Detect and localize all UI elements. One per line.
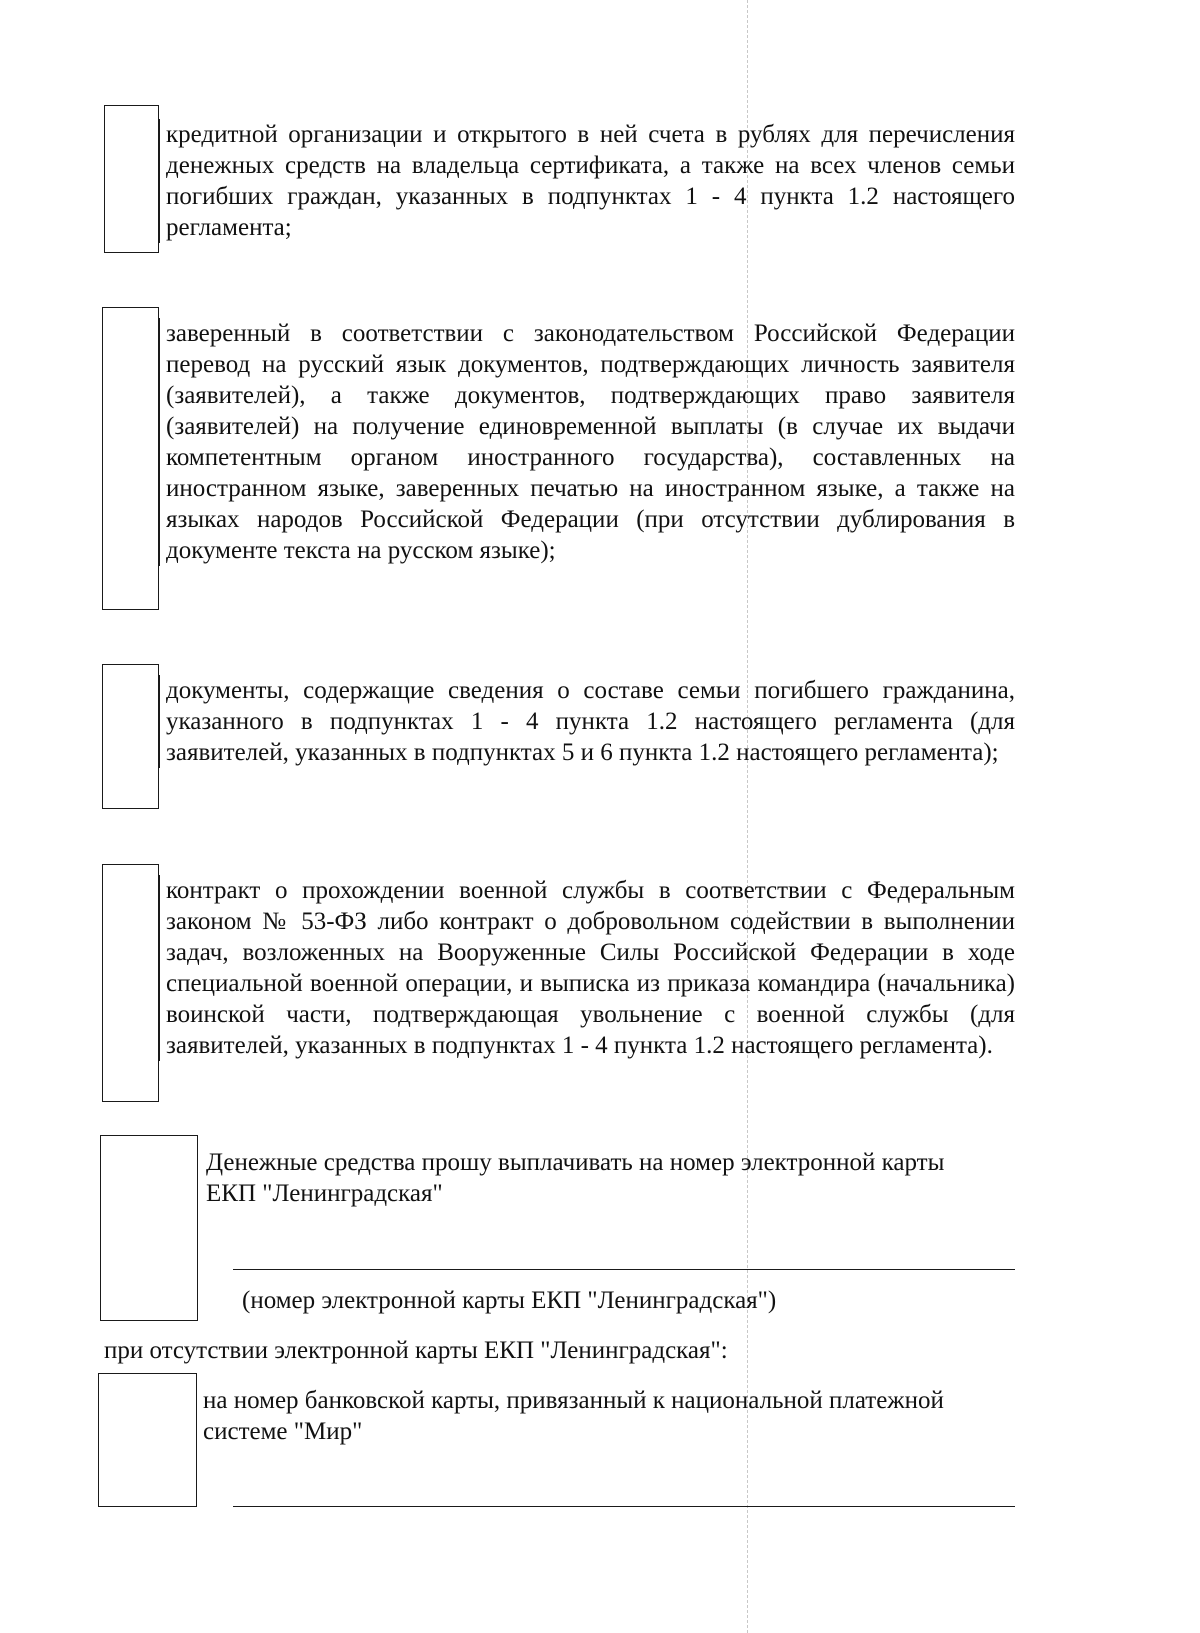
section-military-contract-text: контракт о прохождении военной службы в соответствии с Федеральным законом № 53-ФЗ либо контракт о добровольном содействии в выполнении задач, возложенных на Вооруженные Силы Российской Федерации в ходе специальной военной операции, и выписка из приказа командира (начальника) воинской части, подтверждающая увольнение с военной службы (для заявителей, указанных в подпунктах 1 - 4 пункта 1.2 настоящего регламента). (159, 875, 1015, 1061)
checkbox-family-composition[interactable] (102, 664, 159, 809)
no-ekp-note: при отсутствии электронной карты ЕКП "Ленинградская": (104, 1337, 728, 1364)
ekp-card-number-line[interactable] (233, 1269, 1015, 1270)
section-family-composition-text: документы, содержащие сведения о составе семьи погибшего гражданина, указанного в подпунктах 1 - 4 пункта 1.2 настоящего регламента (для заявителей, указанных в подпунктах 5 и 6 пункта 1.2 настоящего регламента); (159, 675, 1015, 768)
checkbox-ekp-card[interactable] (100, 1135, 198, 1321)
mir-option-text: на номер банковской карты, привязанный к национальной платежной системе "Мир" (203, 1387, 944, 1445)
ekp-request-text: Денежные средства прошу выплачивать на номер электронной карты ЕКП "Ленинградская" (206, 1149, 945, 1207)
checkbox-mir-card[interactable] (98, 1373, 197, 1507)
checkbox-military-contract[interactable] (102, 864, 159, 1102)
checkbox-bank-account[interactable] (104, 105, 159, 253)
section-translation-text: заверенный в соответствии с законодательством Российской Федерации перевод на русский язык документов, подтверждающих личность заявителя (заявителей), а также документов, подтверждающих право заявителя (заявителей) на получение единовременной выплаты (в случае их выдачи компетентным органом иностранного государства), составленных на иностранном языке, заверенных печатью на иностранном языке, а также на языках народов Российской Федерации (при отсутствии дублирования в документе текста на русском языке); (159, 318, 1015, 566)
mir-card-number-line[interactable] (233, 1506, 1015, 1507)
checkbox-translation[interactable] (102, 307, 159, 610)
ekp-card-caption: (номер электронной карты ЕКП "Ленинградская") (242, 1287, 777, 1314)
section-bank-account-text: кредитной организации и открытого в ней счета в рублях для перечисления денежных средств на владельца сертификата, а также на всех членов семьи погибших граждан, указанных в подпунктах 1 - 4 пункта 1.2 настоящего регламента; (159, 119, 1015, 243)
